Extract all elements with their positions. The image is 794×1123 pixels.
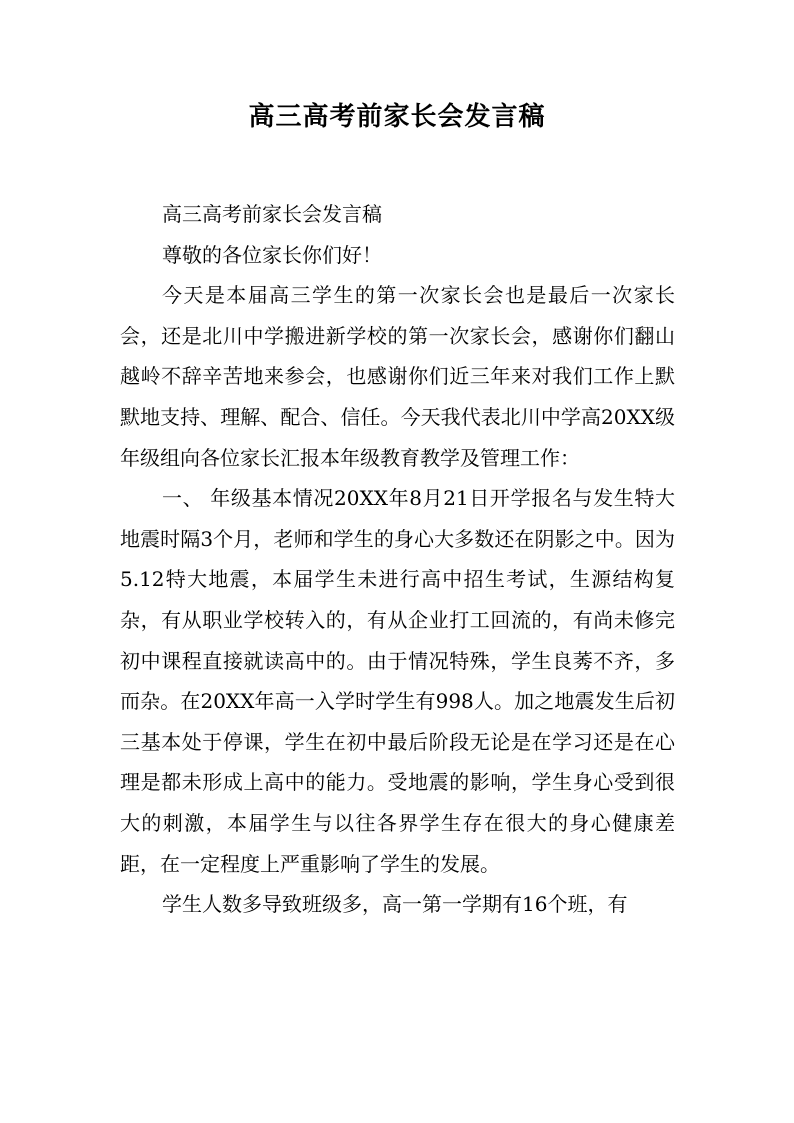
document-body (120, 194, 675, 925)
paragraph-class-count: 学生人数多导致班级多，高一第一学期有16个班，有 (162, 892, 628, 917)
paragraph-greeting: 尊敬的各位家长你们好！ (162, 242, 382, 267)
document-title: 高三高考前家长会发言稿 (248, 102, 546, 132)
paragraph-heading-repeat: 高三高考前家长会发言稿 (162, 202, 382, 226)
paragraph-introduction: 今天是本届高三学生的第一次家长会也是最后一次家长会，还是北川中学搬进新学校的第一次家长会，感谢你们翻山越岭不辞辛苦地来参会，也感谢你们近三年来对我们工作上默默地支持、理解、配合、信任。今天我代表北川中学高20XX级年级组向各位家长汇报本年级教育教学及管理工作： (120, 283, 675, 470)
paragraph-section-one: 一、 年级基本情况20XX年8月21日开学报名与发生特大地震时隔3个月，老师和学生的身心大多数还在阴影之中。因为5.12特大地震，本届学生未进行高中招生考试，生源结构复杂，有从职业学校转入的，有从企业打工回流的，有尚未修完初中课程直接就读高中的。由于情况特殊，学生良莠不齐，多而杂。在20XX年高一入学时学生有998人。加之地震发生后初三基本处于停课，学生在初中最后阶段无论是在学习还是在心理是都未形成上高中的能力。受地震的影响，学生身心受到很大的刺激，本届学生与以往各界学生存在很大的身心健康差距，在一定程度上严重影响了学生的发展。 (120, 486, 675, 876)
